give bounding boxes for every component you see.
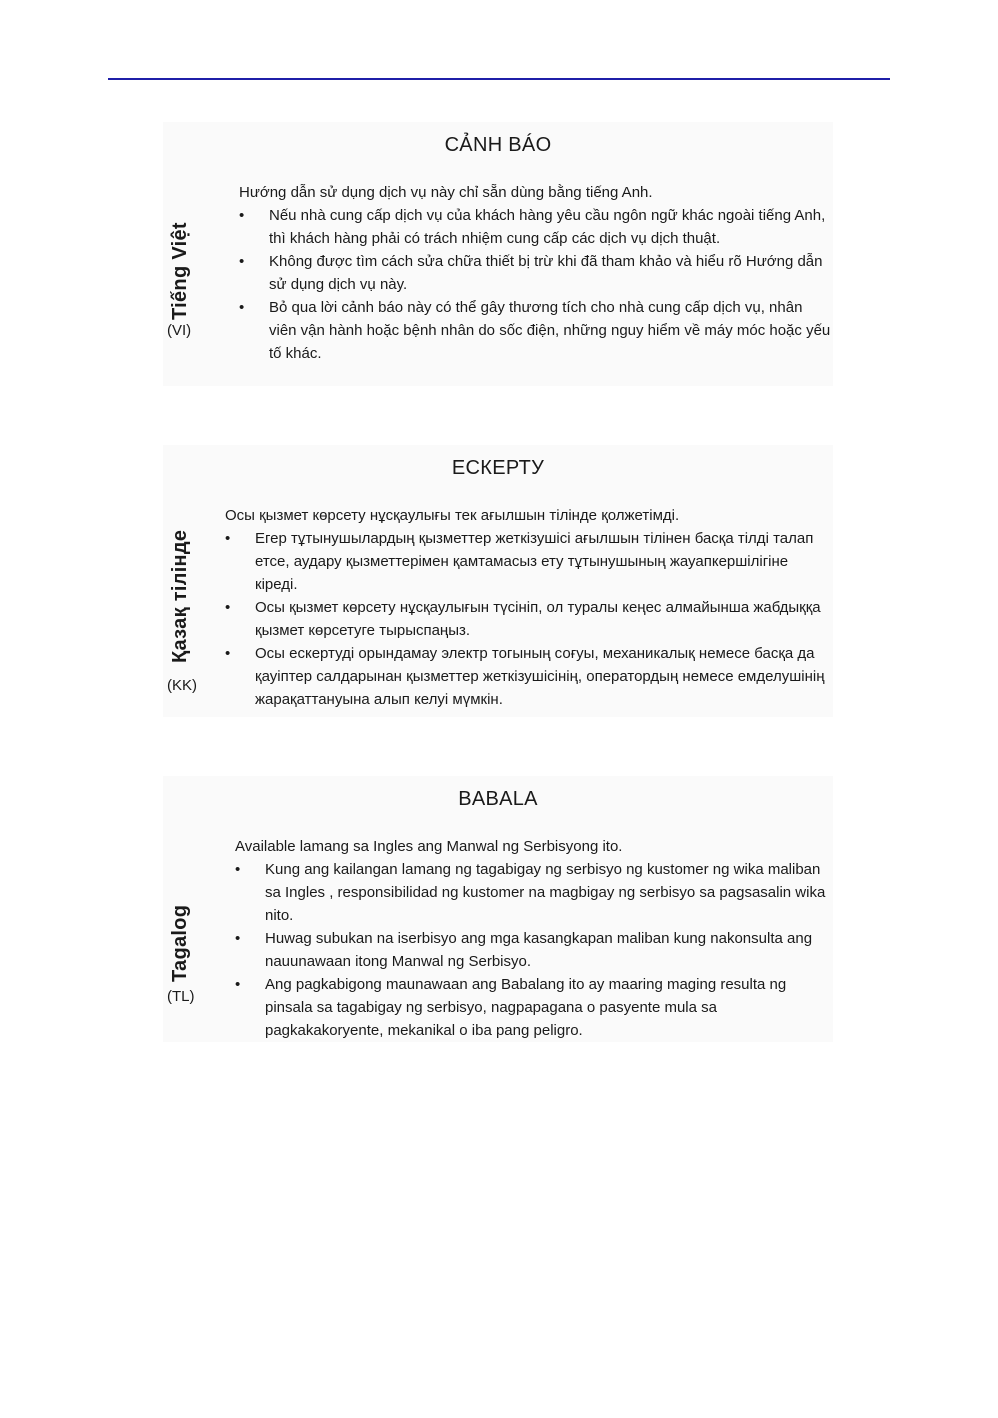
list-item: • Huwag subukan na iserbisyo ang mga kasangkapan maliban kung nakonsulta ang nauunawaan itong Manwal ng Serbisyo. [235,927,831,973]
warning-block-tl [163,776,833,1042]
warning-body [225,504,831,711]
list-item: • Bỏ qua lời cảnh báo này có thể gây thương tích cho nhà cung cấp dịch vụ, nhân viên vận hành hoặc bệnh nhân do sốc điện, những nguy hiểm về máy móc hoặc yếu tố khác. [239,296,831,365]
language-name: Қазақ тілінде [169,529,191,663]
language-name: Tagalog [169,904,191,982]
bullet: • [239,207,245,224]
warning-list [235,858,831,1042]
list-item: • Kung ang kailangan lamang ng tagabigay ng serbisyo ng kustomer ng wika maliban sa Ingles , responsibilidad ng kustomer na magbigay ng serbisyo sa pagsasalin wika nito. [235,858,831,927]
warning-intro: Hướng dẫn sử dụng dịch vụ này chỉ sẵn dùng bằng tiếng Anh. [239,184,653,201]
list-item: • Không được tìm cách sửa chữa thiết bị trừ khi đã tham khảo và hiểu rõ Hướng dẫn sử dụng dịch vụ này. [239,250,831,296]
bullet: • [235,930,241,947]
header-rule [108,78,890,80]
bullet: • [239,253,245,270]
warning-title: CẢNH BÁO [444,134,552,156]
language-code: (VI) [167,322,192,339]
language-code: (KK) [167,677,197,694]
warning-title: ЕСКЕРТУ [451,457,545,479]
language-label [163,445,203,717]
warning-block-vi [163,122,833,386]
list-item: • Ang pagkabigong maunawaan ang Babalang ito ay maaring maging resulta ng pinsala sa tagabigay ng serbisyo, nagpapagana o pasyente mula sa pagkakakoryente, mekanikal o iba pang peligro. [235,973,831,1042]
bullet: • [225,530,231,547]
warning-intro: Осы қызмет көрсету нұсқаулығы тек ағылшын тілінде қолжетімді. [225,507,680,524]
warning-intro: Available lamang sa Ingles ang Manwal ng Serbisyong ito. [235,838,623,855]
bullet: • [225,645,231,662]
warning-body [239,181,831,365]
list-item: • Осы ескертуді орындамау электр тогының соғуы, механикалық немесе басқа да қауіптер салдарынан қызметтер жеткізушісінің, оператордың немесе емделушінің жарақаттануына алып келуі мүмкін. [225,642,831,711]
list-item: • Егер тұтынушылардың қызметтер жеткізушісі ағылшын тілінен басқа тілді талап етсе, аудару қызметтерімен қамтамасыз ету тұтынушының жауапкершілігіне кіреді. [225,527,831,596]
warning-block-kk [163,445,833,717]
bullet: • [235,976,241,993]
language-label [163,122,203,386]
language-label [163,776,203,1042]
list-item: • Осы қызмет көрсету нұсқаулығын түсініп, ол туралы кеңес алмайынша жабдыққа қызмет көрсетуге тырыспаңыз. [225,596,831,642]
bullet: • [235,861,241,878]
language-name: Tiếng Việt [169,222,191,320]
warning-list [225,527,831,711]
list-item: • Nếu nhà cung cấp dịch vụ của khách hàng yêu cầu ngôn ngữ khác ngoài tiếng Anh, thì khách hàng phải có trách nhiệm cung cấp các dịch vụ dịch thuật. [239,204,831,250]
warning-body [235,835,831,1042]
warning-list [239,204,831,365]
bullet: • [239,299,245,316]
bullet: • [225,599,231,616]
warning-title: BABALA [458,788,538,810]
language-code: (TL) [167,988,195,1005]
